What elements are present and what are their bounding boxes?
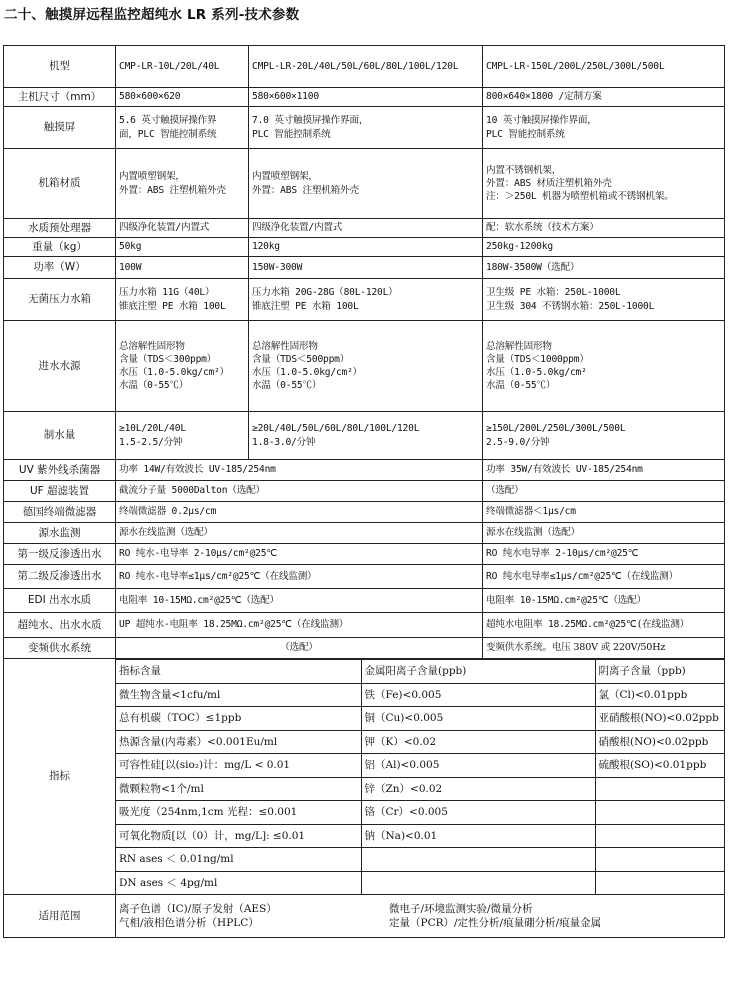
spec-value-line: 1.8-3.0/分钟 [252, 436, 316, 448]
spec-value-line: 580×600×620 [119, 91, 181, 103]
page-title: 二十、触摸屏远程监控超纯水 LR 系列-技术参数 [4, 7, 300, 23]
spec-value-line: 水温（0-55℃） [486, 380, 556, 392]
row-label: 主机尺寸（mm） [4, 88, 116, 107]
row-label: 源水监测 [4, 523, 116, 544]
spec-value [483, 502, 725, 523]
spec-value [116, 88, 249, 107]
spec-row [4, 88, 725, 107]
indicator-cell [595, 871, 725, 894]
spec-value-line: 源水在线监测（选配） [119, 527, 213, 539]
row-label: 第二级反渗透出水 [4, 565, 116, 589]
spec-row [4, 460, 725, 481]
spec-value [116, 502, 483, 523]
spec-value [249, 107, 483, 149]
spec-value [483, 460, 725, 481]
scope-line [119, 916, 721, 930]
spec-value-line: 150W-300W [252, 261, 303, 273]
spec-row [4, 481, 725, 502]
spec-value-line: 功率 14W/有效波长 UV-185/254nm [119, 464, 276, 476]
indicator-table-row [116, 730, 725, 754]
spec-row [4, 502, 725, 523]
indicator-cell: 钠（Na)<0.01 [361, 824, 595, 848]
spec-value [483, 565, 725, 589]
spec-value-line: 水温（0-55℃） [119, 380, 189, 392]
indicator-cell [595, 801, 725, 825]
spec-value-line: ≥20L/40L/50L/60L/80L/100L/120L [252, 423, 420, 435]
spec-value-line: 内置喷塑钢架， [119, 171, 185, 183]
spec-row [4, 321, 725, 412]
spec-value-line: 四级净化装置/内置式 [252, 222, 343, 234]
spec-value-line: 四级净化装置/内置式 [119, 222, 210, 234]
spec-value-line: RO 纯水电导率 2-10μs/cm²@25℃ [486, 548, 639, 560]
spec-value [483, 238, 725, 257]
spec-row [4, 412, 725, 460]
indicator-grid [116, 659, 725, 895]
spec-value-line: 180W-3500W（选配） [486, 261, 580, 273]
spec-row [4, 638, 725, 659]
scope-row [4, 895, 725, 938]
spec-value [483, 638, 725, 659]
spec-row [4, 257, 725, 279]
row-label: 重量（kg） [4, 238, 116, 257]
spec-value-line: 内置喷塑钢架， [252, 171, 318, 183]
row-label: 变频供水系统 [4, 638, 116, 659]
spec-value-line: 含量（TDS＜500ppm） [252, 353, 350, 365]
spec-value-line: 锥底注塑 PE 水箱 100L [252, 300, 359, 312]
spec-row [4, 544, 725, 565]
spec-value-line: 水压（1.0-5.0kg/cm²） [252, 367, 363, 378]
spec-value [116, 149, 249, 219]
indicator-cell: RN ases ＜ 0.01ng/ml [116, 848, 361, 872]
spec-row [4, 523, 725, 544]
spec-value-line: UP 超纯水-电阻率 18.25MΩ.cm²@25℃（在线监测） [119, 619, 349, 631]
row-label: 适用范围 [4, 895, 116, 938]
spec-value [116, 321, 249, 412]
spec-value-line: 水压（1.0-5.0kg/cm² [486, 367, 587, 378]
scope-item: 气相/液相色谱分析（HPLC） [119, 917, 259, 929]
indicator-cell: 铝（Al)<0.005 [361, 754, 595, 778]
spec-value-line: 50kg [119, 241, 142, 253]
spec-value-line: 含量（TDS＜1000ppm） [486, 353, 589, 365]
spec-value [116, 613, 483, 638]
indicator-cell [595, 848, 725, 872]
row-label: 机型 [4, 46, 116, 88]
indicator-cell: 硝酸根(NO)<0.02ppb [595, 730, 725, 754]
spec-value-line: 外置：ABS 注塑机箱外壳 [252, 184, 359, 196]
spec-value-line: PLC 智能控制系统 [252, 128, 331, 140]
spec-value [249, 412, 483, 460]
spec-row [4, 107, 725, 149]
spec-value-line: 配：软水系统（技术方案） [486, 222, 599, 234]
spec-value-line: 250kg-1200kg [486, 241, 553, 253]
row-label: 水质预处理器 [4, 219, 116, 238]
spec-value-line: 内置不锈钢机架， [486, 164, 562, 176]
spec-value-line: 580×600×1100 [252, 91, 319, 103]
spec-value [249, 257, 483, 279]
spec-value-line: 外置：ABS 注塑机箱外壳 [119, 184, 226, 196]
spec-value [483, 523, 725, 544]
indicator-table-row [116, 801, 725, 825]
indicator-table-row [116, 754, 725, 778]
spec-row [4, 238, 725, 257]
spec-value-line: 800×640×1800 /定制方案 [486, 91, 602, 103]
spec-value [483, 589, 725, 613]
spec-value-line: 7.0 英寸触摸屏操作界面， [252, 115, 369, 127]
scope-line [119, 902, 721, 916]
spec-value-line: ≥150L/200L/250L/300L/500L [486, 423, 626, 435]
spec-value-line: 面，PLC 智能控制系统 [119, 128, 217, 140]
spec-value [483, 481, 725, 502]
indicator-row [4, 659, 725, 895]
spec-value-line: （选配） [486, 485, 524, 497]
row-label: 触摸屏 [4, 107, 116, 149]
indicator-cell: DN ases ＜ 4pg/ml [116, 871, 361, 894]
row-label: 无菌压力水箱 [4, 279, 116, 321]
spec-value [249, 238, 483, 257]
spec-value [483, 412, 725, 460]
indicator-table-row [116, 777, 725, 801]
spec-value [116, 460, 483, 481]
spec-value-line: 100W [119, 261, 142, 273]
spec-value [116, 238, 249, 257]
spec-table [3, 45, 725, 938]
spec-value-line: 压力水箱 20G-28G（80L-120L） [252, 287, 398, 299]
spec-row [4, 219, 725, 238]
spec-value-line: 源水在线监测（选配） [486, 527, 580, 539]
scope-item: 微电子/环境监测实验/微量分析 [389, 902, 533, 915]
spec-value-line: 水压（1.0-5.0kg/cm²） [119, 367, 230, 378]
indicator-cell: 金属阳离子含量(ppb) [361, 660, 595, 684]
indicator-cell: 锌（Zn）<0.02 [361, 777, 595, 801]
indicator-cell: 吸光度（254nm,1cm 光程：≤0.001 [116, 801, 361, 825]
spec-value-line: 水温（0-55℃） [252, 380, 322, 392]
indicator-cell: 可容性硅[以(sio₂)计：mg/L < 0.01 [116, 754, 361, 778]
spec-row [4, 565, 725, 589]
scope-value [116, 895, 725, 938]
spec-value-line: RO 纯水-电导率≤1μs/cm²@25℃（在线监测） [119, 570, 317, 582]
indicator-cell: 微颗粒物<1个/ml [116, 777, 361, 801]
indicator-cell: 亚硝酸根(NO)<0.02ppb [595, 707, 725, 731]
spec-value [483, 88, 725, 107]
spec-value-line: 电阻率 10-15MΩ.cm²@25℃（选配） [119, 594, 279, 606]
indicator-table-row [116, 683, 725, 707]
indicator-table-row [116, 824, 725, 848]
spec-value [116, 638, 483, 659]
row-label: EDI 出水水质 [4, 589, 116, 613]
scope-item: 定量（PCR）/定性分析/痕量硼分析/痕量金属 [389, 917, 602, 929]
row-label: 第一级反渗透出水 [4, 544, 116, 565]
spec-value-line: RO 纯水电导率≤1μs/cm²@25℃（在线监测） [486, 570, 678, 582]
model-name: CMP-LR-10L/20L/40L [116, 46, 249, 88]
row-label: 机箱材质 [4, 149, 116, 219]
spec-value-line: 外置：ABS 材质注塑机箱外壳 [486, 177, 612, 189]
spec-value-line: 含量（TDS＜300ppm） [119, 353, 217, 365]
indicator-cell: 铬（Cr）<0.005 [361, 801, 595, 825]
indicator-cell: 总有机碳（TOC）≤1ppb [116, 707, 361, 731]
indicator-table-row [116, 707, 725, 731]
spec-row [4, 613, 725, 638]
spec-value-line: RO 纯水-电导率 2-10μs/cm²@25℃ [119, 548, 277, 560]
spec-value [249, 321, 483, 412]
spec-value-line: 电阻率 10-15MΩ.cm²@25℃（选配） [486, 594, 646, 606]
spec-value [116, 565, 483, 589]
spec-value [116, 589, 483, 613]
row-label: 进水水源 [4, 321, 116, 412]
spec-value-line: 5.6 英寸触摸屏操作界 [119, 115, 217, 127]
row-label: 德国终端微滤器 [4, 502, 116, 523]
spec-row [4, 279, 725, 321]
spec-value-line: 卫生级 PE 水箱：250L-1000L [486, 287, 621, 299]
header-row [4, 46, 725, 88]
spec-value-line: 卫生级 304 不锈钢水箱：250L-1000L [486, 300, 655, 312]
model-name: CMPL-LR-150L/200L/250L/300L/500L [483, 46, 725, 88]
spec-value [249, 219, 483, 238]
spec-value [116, 257, 249, 279]
spec-value [116, 523, 483, 544]
spec-value-line: 总溶解性固形物 [252, 340, 318, 352]
spec-value-line: 锥底注塑 PE 水箱 100L [119, 300, 226, 312]
spec-value-line: 截流分子量 5000Dalton（选配） [119, 485, 265, 497]
row-label: 超纯水、出水水质 [4, 613, 116, 638]
spec-row [4, 149, 725, 219]
spec-value [116, 279, 249, 321]
spec-value-line: 压力水箱 11G（40L） [119, 287, 215, 299]
row-label: UV 紫外线杀菌器 [4, 460, 116, 481]
row-label: 指标 [4, 659, 116, 895]
spec-value-line: ≥10L/20L/40L [119, 423, 186, 435]
spec-value-line: 1.5-2.5/分钟 [119, 436, 183, 448]
indicator-cell [595, 824, 725, 848]
spec-value-line: 10 英寸触摸屏操作界面， [486, 115, 597, 127]
indicator-cell: 氯（Cl)<0.01ppb [595, 683, 725, 707]
spec-value-line: 120kg [252, 241, 280, 253]
indicator-cell: 铁（Fe)<0.005 [361, 683, 595, 707]
spec-value [116, 412, 249, 460]
spec-value-line: 总溶解性固形物 [119, 340, 185, 352]
spec-value [483, 219, 725, 238]
row-label: UF 超滤装置 [4, 481, 116, 502]
spec-value [249, 88, 483, 107]
spec-value [249, 279, 483, 321]
indicator-cell [361, 871, 595, 894]
spec-value-line: 功率 35W/有效波长 UV-185/254nm [486, 464, 643, 476]
model-name: CMPL-LR-20L/40L/50L/60L/80L/100L/120L [249, 46, 483, 88]
row-label: 功率（W） [4, 257, 116, 279]
indicator-cell: 铜（Cu)<0.005 [361, 707, 595, 731]
spec-value-line: （选配） [280, 642, 318, 654]
spec-value [483, 107, 725, 149]
spec-value [483, 613, 725, 638]
spec-value-line: 2.5-9.0/分钟 [486, 436, 550, 448]
indicator-cell: 微生物含量<1cfu/ml [116, 683, 361, 707]
spec-value-line: PLC 智能控制系统 [486, 128, 565, 140]
spec-value [483, 321, 725, 412]
indicator-table-row [116, 848, 725, 872]
indicator-cell: 硫酸根(SO)<0.01ppb [595, 754, 725, 778]
spec-value [483, 257, 725, 279]
spec-value [249, 149, 483, 219]
spec-value [483, 544, 725, 565]
spec-value [116, 107, 249, 149]
spec-value-line: 终端微滤器 0.2μs/cm [119, 506, 217, 518]
indicator-cell: 可氧化物质[以（0）计，mg/L]: ≤0.01 [116, 824, 361, 848]
spec-value [483, 279, 725, 321]
indicator-cell: 指标含量 [116, 660, 361, 684]
scope-item: 离子色谱（IC)/原子发射（AES） [119, 902, 277, 915]
spec-value [116, 481, 483, 502]
spec-value [116, 219, 249, 238]
indicator-cell [361, 848, 595, 872]
spec-value-line: 变频供水系统。电压 380V 或 220V/50Hz [486, 642, 666, 654]
spec-value-line: 超纯水电阻率 18.25MΩ.cm²@25℃(在线监测） [486, 619, 690, 631]
spec-value [483, 149, 725, 219]
indicator-cell: 阴离子含量（ppb) [595, 660, 725, 684]
spec-row [4, 589, 725, 613]
indicator-cell: 热源含量(内毒素）<0.001Eu/ml [116, 730, 361, 754]
spec-value [116, 544, 483, 565]
indicator-table [116, 659, 725, 894]
indicator-table-row [116, 660, 725, 684]
indicator-table-row [116, 871, 725, 894]
spec-value-line: 终端微滤器＜1μs/cm [486, 506, 576, 518]
indicator-cell: 钾（K）<0.02 [361, 730, 595, 754]
spec-value-line: 总溶解性固形物 [486, 340, 552, 352]
indicator-cell [595, 777, 725, 801]
row-label: 制水量 [4, 412, 116, 460]
spec-value-line: 注：＞250L 机器为喷塑机箱或不锈钢机架。 [486, 191, 674, 203]
